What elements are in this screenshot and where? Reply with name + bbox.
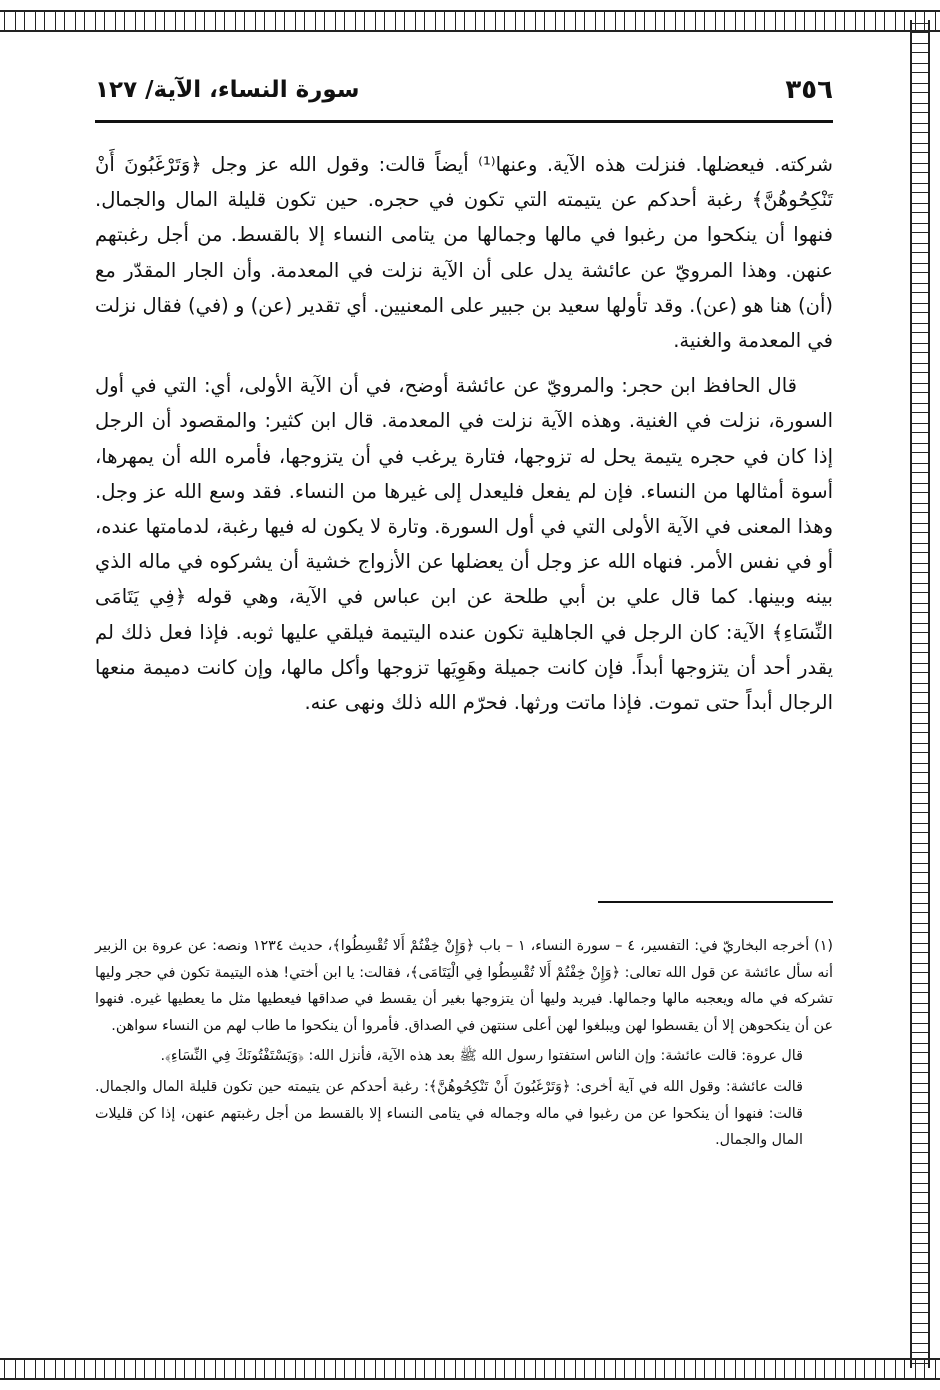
header-divider <box>95 120 833 123</box>
book-page <box>95 75 833 1345</box>
footnote: (١) أخرجه البخاريّ في: التفسير، ٤ – سورة النساء، ١ – باب ﴿وَإِنْ خِفْتُمْ أَلا تُقْسِطُوا﴾، حديث ١٢٣٤ ونصه: عن عروة بن الزبير أنه سأل عائشة عن قول الله تعالى: ﴿وَإِنْ خِفْتُمْ أَلا تُقْسِطُوا فِي الْيَتَامَى﴾، فقالت: يا ابن أختي! هذه اليتيمة تكون في حجر وليها تشركه في ماله ويعجبه مالها وجمالها. فيريد وليها أن يتزوجها بغير أن يقسط في صداقها فيعطيها مثل ما يعطيها غيره. فنهوا عن أن ينكحوهن إلا أن يقسطوا لهن ويبلغوا لهن أعلى سنتهن في الصداق. فأمروا أن ينكحوا ما طاب لهم من النساء سواهن. <box>95 938 833 1034</box>
main-text <box>95 147 833 720</box>
footnote: قالت عائشة: وقول الله في آية أخرى: ﴿وَتَرْغَبُونَ أَنْ تَنْكِحُوهُنَّ﴾: رغبة أحدكم عن يتيمته حين تكون قليلة المال والجمال. قالت: فنهوا أن ينكحوا عن من رغبوا في ماله وجماله في يتامى النساء إلا بالقسط من أجل رغبتهم عنهن، إذا كن قليلات المال والجمال. <box>95 1078 803 1149</box>
footnote: قال عروة: قالت عائشة: وإن الناس استفتوا رسول الله ﷺ بعد هذه الآية، فأنزل الله: ﴿وَيَسْتَفْتُونَكَ فِي النِّسَاءِ﴾. <box>160 1048 803 1065</box>
decorative-border-right <box>910 20 930 1368</box>
decorative-border-top <box>0 10 940 32</box>
running-title: سورة النساء، الآية/ ١٢٧ <box>95 77 360 103</box>
paragraph: قال الحافظ ابن حجر: والمرويّ عن عائشة أوضح، في أن الآية الأولى، أي: التي في أول السورة، نزلت في الغنية. وهذه الآية نزلت في المعدمة. قال ابن كثير: والمقصود أن الرجل إذا كان في حجره يتيمة يحل له تزوجها، فتارة يرغب في أن يتزوجها، فأمره الله أن يمهرها، أسوة أمثالها من النساء. فإن لم يفعل فليعدل إلى غيرها من النساء. فقد وسع الله عز وجل. وهذا المعنى في الآية الأولى التي في أول السورة. وتارة لا يكون له فيها رغبة، لدمامتها عنده، أو في نفس الأمر. فنهاه الله عز وجل أن يعضلها عن الأزواج خشية أن يشركوه في ماله الذي بينه وبينها. كما قال علي بن أبي طلحة عن ابن عباس في الآية، وهي قوله ﴿فِي يَتَامَى النِّسَاءِ﴾ الآية: كان الرجل في الجاهلية تكون عنده اليتيمة فيلقي عليها ثوبه. فإذا فعل ذلك لم يقدر أحد أن يتزوجها أبداً. فإن كانت جميلة وهَوِيَها تزوجها وأكل مالها، وإن كانت دميمة منعها الرجال أبداً حتى تموت. فإذا ماتت ورثها. فحرّم الله ذلك ونهى عنه. <box>95 374 833 715</box>
page-header <box>95 75 833 125</box>
decorative-border-bottom <box>0 1358 940 1380</box>
footnote-divider <box>598 901 833 903</box>
paragraph: شركته. فيعضلها. فنزلت هذه الآية. وعنها⁽¹⁾ أيضاً قالت: وقول الله عز وجل ﴿وَتَرْغَبُونَ أَنْ تَنْكِحُوهُنَّ﴾ رغبة أحدكم عن يتيمته التي تكون في حجره. حين تكون قليلة المال والجمال. فنهوا أن ينكحوا من رغبوا في مالها وجمالها من يتامى النساء إلا بالقسط. من أجل رغبتهم عنهن. وهذا المرويّ عن عائشة يدل على أن الآية نزلت في المعدمة. وأن الجار المقدّر مع (أن) هنا هو (عن). وقد تأولها سعيد بن جبير على المعنيين. أي تقدير (عن) و (في) فقال نزلت في المعدمة والغنية. <box>95 153 833 353</box>
footnotes <box>95 933 833 1154</box>
page-number: ٣٥٦ <box>785 75 833 105</box>
